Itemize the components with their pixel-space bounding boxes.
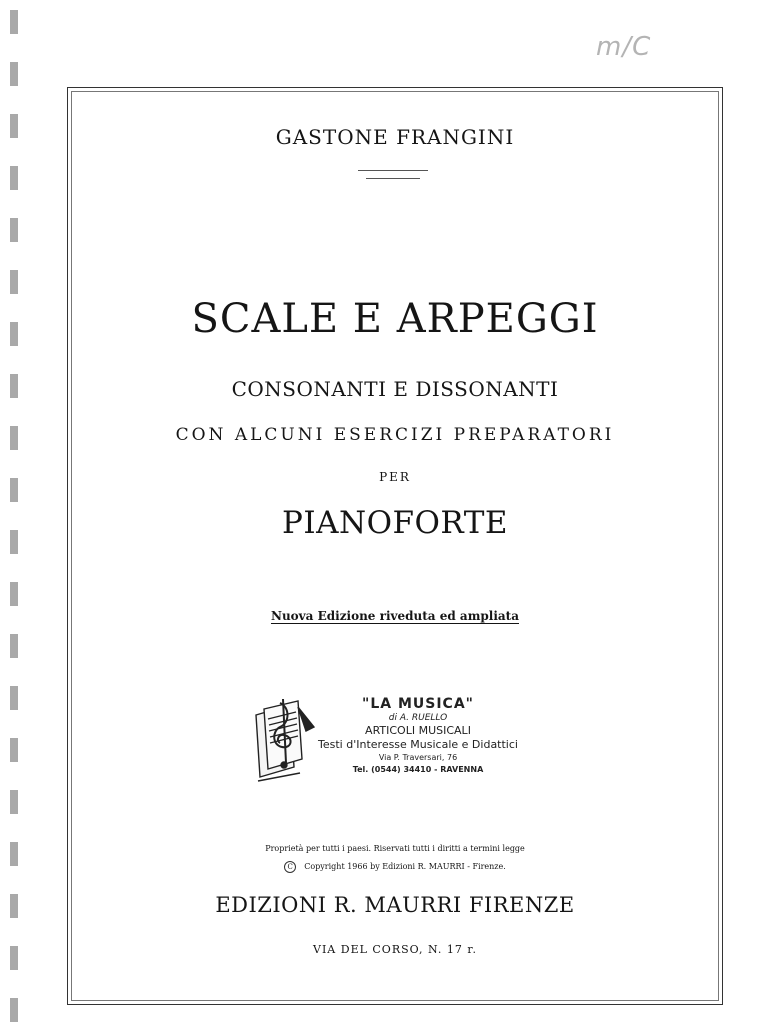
instrument-title: PIANOFORTE <box>281 505 509 541</box>
binding-hole <box>10 218 18 242</box>
edition-note: Nuova Edizione riveduta ed ampliata <box>270 609 519 623</box>
stamp-address: Via P. Traversari, 76 <box>378 753 458 762</box>
binding-hole <box>10 894 18 918</box>
stamp-articles: ARTICOLI MUSICALI <box>365 724 471 737</box>
binding-hole <box>10 530 18 554</box>
per-label: PER <box>379 470 411 484</box>
binding-hole <box>10 322 18 346</box>
page-title: SCALE E ARPEGGI <box>191 296 599 342</box>
binding-hole <box>10 478 18 502</box>
stamp-shop-name: "LA MUSICA" <box>362 696 474 712</box>
rights-notice: Proprietà per tutti i paesi. Riservati tutti i diritti a termini legge <box>265 844 525 853</box>
copyright-line <box>67 861 723 873</box>
binding-hole <box>10 10 18 34</box>
binding-hole <box>10 62 18 86</box>
publisher-name: EDIZIONI R. MAURRI FIRENZE <box>215 893 575 917</box>
stamp-owner: di A. RUELLO <box>388 713 448 723</box>
binding-hole <box>10 738 18 762</box>
binding-hole <box>10 166 18 190</box>
handwritten-mark: m/C <box>596 32 652 62</box>
binding-hole <box>10 634 18 658</box>
binding-hole <box>10 374 18 398</box>
binding-hole <box>10 998 18 1022</box>
binding-hole <box>10 270 18 294</box>
author-name: GASTONE FRANGINI <box>275 125 515 149</box>
binding-holes <box>10 10 20 1020</box>
music-shop-stamp <box>318 696 518 776</box>
treble-clef-music-sheets-icon <box>250 697 318 785</box>
binding-hole <box>10 946 18 970</box>
copyright-text: Copyright 1966 by Edizioni R. MAURRI - Firenze. <box>304 862 506 871</box>
copyright-icon: C <box>284 861 296 873</box>
ornament-divider <box>358 168 428 182</box>
binding-hole <box>10 582 18 606</box>
binding-hole <box>10 790 18 814</box>
publisher-address: VIA DEL CORSO, N. 17 r. <box>313 943 477 956</box>
binding-hole <box>10 426 18 450</box>
stamp-phone: Tel. (0544) 34410 - RAVENNA <box>352 765 484 774</box>
stamp-teaching: Testi d'Interesse Musicale e Didattici <box>318 738 518 751</box>
subtitle-line1: CONSONANTI E DISSONANTI <box>231 377 559 401</box>
subtitle-line2: CON ALCUNI ESERCIZI PREPARATORI <box>175 425 615 445</box>
binding-hole <box>10 842 18 866</box>
binding-hole <box>10 114 18 138</box>
binding-hole <box>10 686 18 710</box>
